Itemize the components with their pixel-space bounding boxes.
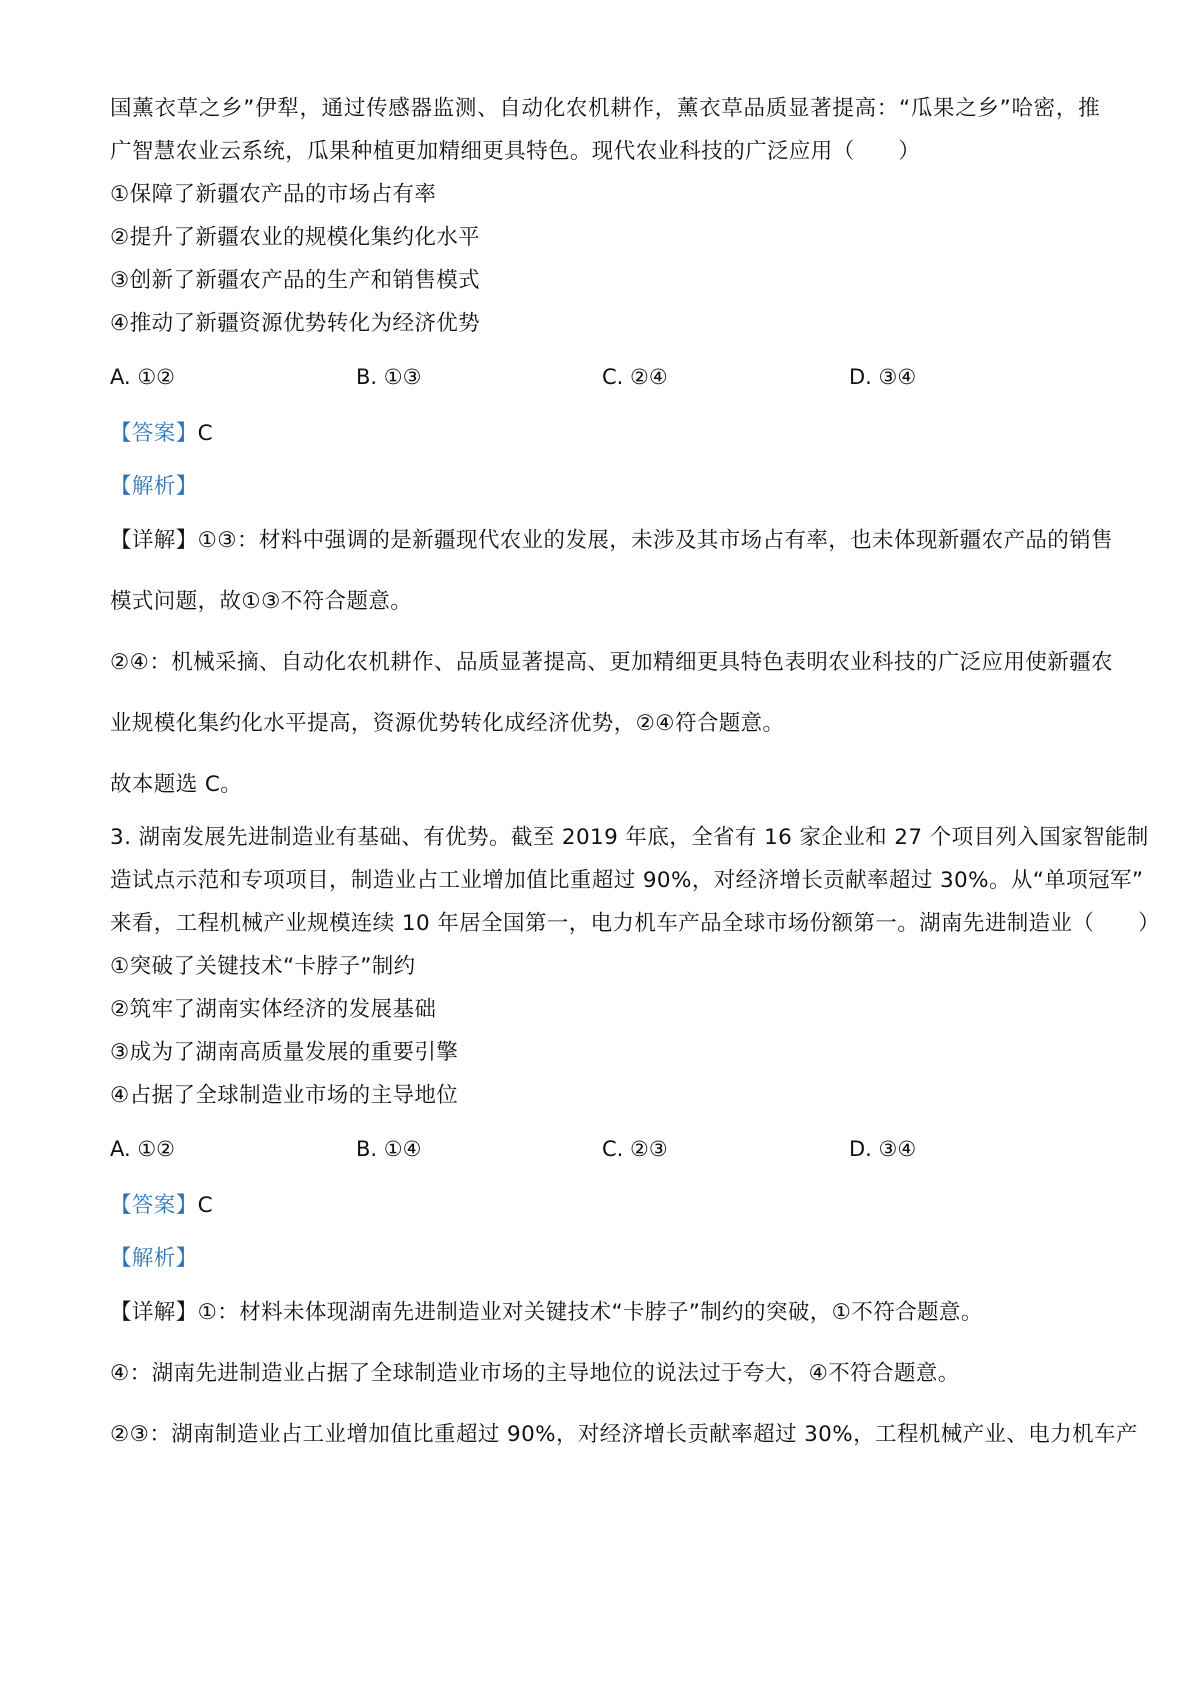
q3-detail-line-3: ②③：湖南制造业占工业增加值比重超过 90%，对经济增长贡献率超过 30%，工程机械产业、电力机车产 — [110, 1422, 1138, 1447]
q3-statement-2: ②筑牢了湖南实体经济的发展基础 — [110, 997, 437, 1022]
answer-value: C — [197, 421, 214, 446]
q3-stem-line-3: 来看，工程机械产业规模连续 10 年居全国第一，电力机车产品全球市场份额第一。湖南先进制造业（ ） — [110, 911, 1161, 936]
answer-tag: 【答案】 — [110, 421, 198, 446]
q3-analysis-tag: 【解析】 — [110, 1246, 198, 1271]
answer-tag: 【答案】 — [110, 1193, 198, 1218]
answer-value: C — [197, 1193, 214, 1218]
q2-detail-line-2: 模式问题，故①③不符合题意。 — [110, 589, 413, 614]
q2-detail-line-1: 【详解】①③：材料中强调的是新疆现代农业的发展，未涉及其市场占有率，也未体现新疆农产品的销售 — [110, 528, 1113, 553]
q2-detail-line-3: ②④：机械采摘、自动化农机耕作、品质显著提高、更加精细更具特色表明农业科技的广泛应用使新疆农 — [110, 650, 1113, 675]
q3-statement-4: ④占据了全球制造业市场的主导地位 — [110, 1083, 459, 1108]
q2-stem-line-1: 国薰衣草之乡”伊犁，通过传感器监测、自动化农机耕作，薰衣草品质显著提高：“瓜果之乡”哈密，推 — [110, 96, 1100, 121]
q3-option-c: C. ②③ — [602, 1137, 668, 1161]
q3-statement-3: ③成为了湖南高质量发展的重要引擎 — [110, 1040, 459, 1065]
q3-option-d: D. ③④ — [849, 1137, 917, 1161]
q2-option-d: D. ③④ — [849, 365, 917, 389]
q2-option-b: B. ①③ — [356, 365, 422, 389]
q3-option-a: A. ①② — [110, 1137, 175, 1161]
q2-option-c: C. ②④ — [602, 365, 668, 389]
q2-analysis-tag: 【解析】 — [110, 474, 198, 499]
q3-detail-line-2: ④：湖南先进制造业占据了全球制造业市场的主导地位的说法过于夸大，④不符合题意。 — [110, 1361, 960, 1386]
q2-statement-2: ②提升了新疆农业的规模化集约化水平 — [110, 225, 481, 250]
q2-detail-line-4: 业规模化集约化水平提高，资源优势转化成经济优势，②④符合题意。 — [110, 711, 785, 736]
q3-answer — [110, 1191, 213, 1221]
q3-detail-line-1: 【详解】①：材料未体现湖南先进制造业对关键技术“卡脖子”制约的突破，①不符合题意。 — [110, 1300, 983, 1325]
q3-stem-line-1: 3. 湖南发展先进制造业有基础、有优势。截至 2019 年底，全省有 16 家企业和 27 个项目列入国家智能制 — [110, 825, 1149, 850]
q3-option-b: B. ①④ — [356, 1137, 422, 1161]
q3-stem-line-2: 造试点示范和专项项目，制造业占工业增加值比重超过 90%，对经济增长贡献率超过 30%。从“单项冠军” — [110, 868, 1144, 893]
q2-answer — [110, 419, 213, 449]
q2-stem-line-2: 广智慧农业云系统，瓜果种植更加精细更具特色。现代农业科技的广泛应用（ ） — [110, 139, 921, 164]
q2-option-a: A. ①② — [110, 365, 175, 389]
q2-statement-3: ③创新了新疆农产品的生产和销售模式 — [110, 268, 481, 293]
q2-conclusion: 故本题选 C。 — [110, 772, 243, 797]
q2-statement-4: ④推动了新疆资源优势转化为经济优势 — [110, 311, 481, 336]
q2-statement-1: ①保障了新疆农产品的市场占有率 — [110, 182, 437, 207]
q3-statement-1: ①突破了关键技术“卡脖子”制约 — [110, 954, 416, 979]
